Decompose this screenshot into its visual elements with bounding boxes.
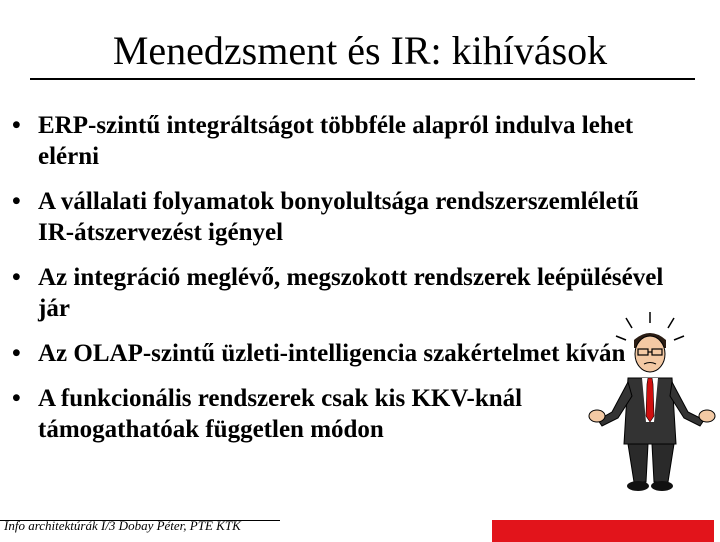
- bullet-list: [12, 110, 672, 459]
- bullet-text: A vállalati folyamatok bonyolultsága rendszerszemléletű IR-átszervezést igényel: [38, 188, 639, 246]
- slide-title: Menedzsment és IR: kihívások: [112, 28, 608, 73]
- bullet-item: [12, 262, 672, 324]
- confused-businessman-icon: [588, 312, 718, 494]
- bullet-marker: •: [12, 188, 21, 215]
- bullet-marker: •: [12, 385, 21, 412]
- bullet-marker: •: [12, 340, 21, 367]
- bullet-text: Az OLAP-szintű üzleti-intelligencia szakértelmet kíván: [38, 340, 626, 367]
- bullet-item: [12, 338, 672, 369]
- bullet-item: [12, 110, 672, 172]
- title-underline: [30, 78, 695, 80]
- bullet-item: [12, 186, 672, 248]
- footer-red-bar: [492, 520, 714, 542]
- bullet-text: ERP-szintű integráltságot többféle alapról indulva lehet elérni: [38, 112, 634, 170]
- bullet-text: A funkcionális rendszerek csak kis KKV-knál támogathatóak független módon: [38, 385, 523, 443]
- bullet-text: Az integráció meglévő, megszokott rendszerek leépülésével jár: [38, 264, 664, 322]
- footer-text: Info architektúrák I/3 Dobay Péter, PTE KTK: [4, 518, 241, 533]
- bullet-item: [12, 383, 672, 445]
- bullet-marker: •: [12, 112, 21, 139]
- bullet-marker: •: [12, 264, 21, 291]
